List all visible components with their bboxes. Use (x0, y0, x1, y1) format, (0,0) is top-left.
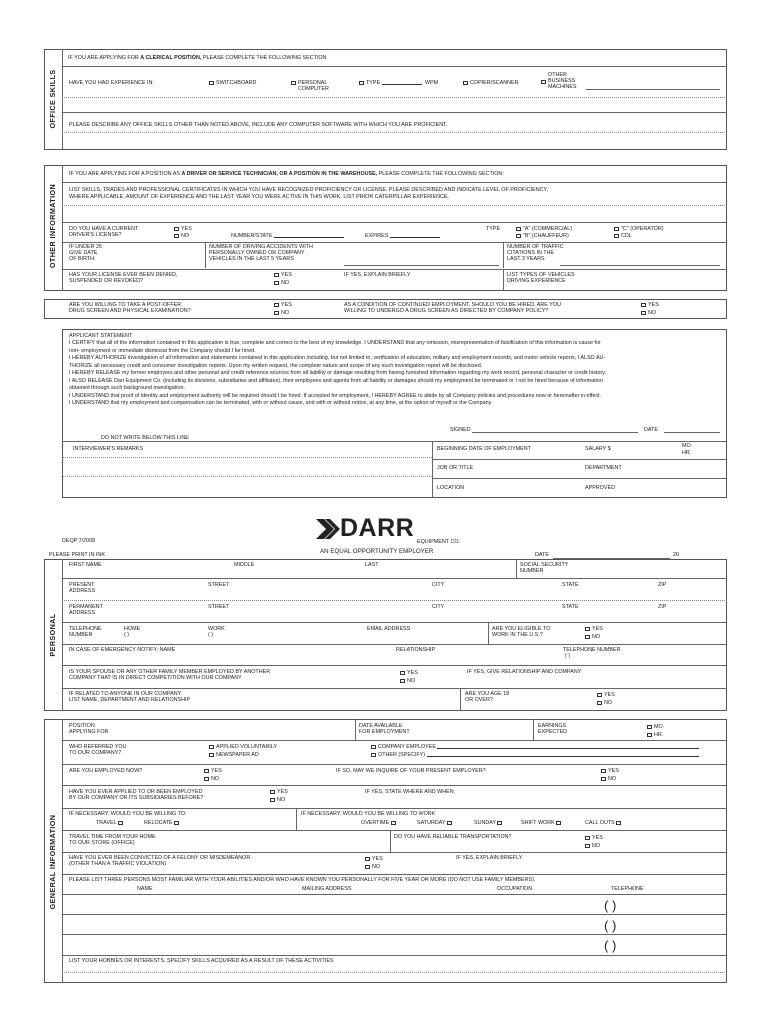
employed-now-question: ARE YOU EMPLOYED NOW? (69, 768, 143, 774)
statement-line: THORIZE all necessary credit and consumer investigation reports. Upon my written request, the complete nature and scope of any such investigation report will be disclosed. (69, 362, 483, 369)
work-phone-label: WORK ( ) (208, 626, 225, 639)
general-information-section (44, 719, 727, 983)
present-state-label: STATE (562, 582, 579, 588)
email-label: EMAIL ADDRESS (367, 626, 411, 632)
felony-question: HAVE YOU EVER BEEN CONVICTED OF A FELONY OR MISDEMEANOR (OTHER THAN A TRAFFIC VIOLATION) (69, 855, 251, 868)
type-c-option[interactable]: "C" (OPERATOR) (614, 226, 664, 232)
spouse-no[interactable]: NO (400, 678, 415, 684)
spouse-yes[interactable]: YES (400, 670, 418, 676)
expires-label: EXPIRES (365, 233, 440, 239)
logo-subtitle: EQUIPMENT CO. (417, 539, 461, 545)
under25-label: IF UNDER 25 GIVE DATE OF BIRTH: (69, 244, 102, 263)
travel-time-question: TRAVEL TIME FROM YOUR HOME TO OUR STORE (OFFICE) (69, 834, 156, 847)
skills-text-2: WHERE APPLICABLE, AMOUNT OF EXPERIENCE AND THE LAST YEAR YOU WERE ACTIVE IN THIS WORK. LIST PRIOR CATERPILLAR EXPERIENCE. (69, 194, 449, 200)
earnings-hr[interactable]: HR. (647, 732, 663, 738)
relationship-label: RELATIONSHIP (396, 647, 436, 653)
statement-line: I UNDERSTAND that proof of identity and employment authority will be required should I be hired. If accepted for employment, I HEREBY AGREE to abide by all Company policies and procedures now or hereinafter in effect. (69, 392, 602, 399)
postoffer-question: ARE YOU WILLING TO TAKE A POST-OFFER DRUG SCREEN AND PHYSICAL EXAMINATION? (69, 302, 191, 315)
other-information-side-label: OTHER INFORMATION (47, 183, 57, 269)
applied-before-no[interactable]: NO (270, 797, 285, 803)
felony-explain: IF YES, EXPLAIN BRIEFLY (456, 855, 523, 861)
date-available-label: DATE AVAILABLE FOR EMPLOYMENT (359, 723, 410, 736)
permanent-state-label: STATE (562, 604, 579, 610)
approved-label: APPROVED (585, 485, 615, 491)
newspaper-option[interactable]: NEWSPAPER AD (209, 752, 259, 758)
present-city-label: CITY (432, 582, 445, 588)
statement-title: APPLICANT STATEMENT (69, 333, 133, 339)
denied-explain: IF YES, EXPLAIN BRIEFLY (344, 272, 411, 278)
office-intro: IF YOU ARE APPLYING FOR A CLERICAL POSITION, PLEASE COMPLETE THE FOLLOWING SECTION (68, 55, 327, 61)
job-title-label: JOB OR TITLE (437, 465, 474, 471)
ref-phone-3: ( ) (604, 938, 617, 953)
begin-date-label: BEGINNING DATE OF EMPLOYMENT (437, 446, 531, 452)
skills-text-1: LIST SKILLS, TRADES AND PROFESSIONAL CERTIFICATES IN WHICH YOU HAVE RECOGNIZED PROFICIENCY OR LICENSE. PLEASE DESCRIBED AND INDICATE LEVEL OF PROFICIENCY, (69, 187, 548, 193)
age-yes[interactable]: YES (597, 692, 615, 698)
statement-line: I HEREBY RELEASE my former employers and other personal and credit reference sources from all liability or damage resulting from having furnished information regarding my work record, personal character or credit history. (69, 370, 607, 376)
travel-option[interactable]: TRAVEL (96, 820, 125, 826)
office-skills-side-label: OFFICE SKILLS (47, 69, 57, 129)
type-b-option[interactable]: "B" (CHAUFFEUR) (516, 233, 569, 239)
other-intro: IF YOU ARE APPLYING FOR A POSITION AS A DRIVER OR SERVICE TECHNICIAN, OR A POSITION IN THE WAREHOUSE, PLEASE COMPLETE THE FOLLOWING SECTION: (69, 171, 504, 177)
denied-yes[interactable]: YES (274, 272, 292, 278)
cdl-option[interactable]: CDL (614, 233, 632, 239)
statement-line: obtained through such background investigation. (69, 385, 185, 391)
spouse-question: IS YOUR SPOUSE OR ANY OTHER FAMILY MEMBER EMPLOYED BY ANOTHER COMPANY THAT IS IN DIRECT COMPETITION WITH OUR COMPANY (69, 669, 271, 682)
type-option[interactable]: TYPE (359, 80, 422, 86)
references-instruction: PLEASE LIST THREE PERSONS MOST FAMILIAR WITH YOUR ABILITIES AND/OR WHO HAVE KNOWN YOU PERSONALLY FOR FIVE YEAR OR MORE (DO NOT USE FAMILY MEMBERS). (69, 877, 536, 883)
mo-label: MO. (682, 443, 693, 449)
license-no[interactable]: NO (174, 233, 189, 239)
personal-side-label: PERSONAL (47, 613, 57, 657)
form-code: DEQP 7/2008 (62, 538, 96, 544)
ref-phone-2: ( ) (604, 918, 617, 933)
emergency-phone-label: TELEPHONE NUMBER ( ) (563, 647, 621, 660)
spouse-relationship-label: IF YES, GIVE RELATIONSHIP AND COMPANY (467, 669, 582, 675)
inquire-yes[interactable]: YES (601, 768, 619, 774)
company-employee-option[interactable]: COMPANY EMPLOYEE (371, 744, 699, 750)
denied-question: HAS YOUR LICENSE EVER BEEN DENIED, SUSPENDED OR REVOKED? (69, 272, 178, 285)
last-label: LAST (365, 562, 379, 568)
ref-col-telephone: TELEPHONE (611, 886, 644, 892)
age-question: ARE YOU AGE 18 OR OVER? (465, 691, 510, 704)
present-address-label: PRESENT ADDRESS (69, 582, 96, 595)
statement-line: I ALSO RELEASE Darr Equipment Co. (including its divisions, subsidiaries and affiliates), their employees and agents from all liability or damages should my employment be terminated or I not be hired because of information (69, 377, 603, 384)
location-label: LOCATION (437, 485, 465, 491)
office-skills-section (44, 49, 727, 150)
statement-line: non- employment or immediate dismissal from the Company should I be hired. (69, 347, 256, 354)
emergency-label: IN CASE OF EMERGENCY NOTIFY: NAME (69, 647, 176, 653)
home-phone-label: HOME ( ) (124, 626, 141, 639)
statement-line: I HEREBY AUTHORIZE investigation of all information and statements contained in this application including, but not limited to, verification of education, military and employment records, and motor vehicle reports, I ALSO AU- (69, 355, 606, 361)
felony-no[interactable]: NO (365, 864, 380, 870)
transport-question: DO YOU HAVE RELIABLE TRANSPORTATION? (394, 834, 512, 840)
transport-yes[interactable]: YES (585, 835, 603, 841)
general-information-side-label: GENERAL INFORMATION (47, 814, 57, 910)
other-specify-option[interactable]: OTHER (SPECIFY) (371, 752, 699, 758)
ssn-label: SOCIAL SECURITY NUMBER (520, 562, 569, 575)
type-a-option[interactable]: "A" (COMMERCIAL) (516, 226, 572, 232)
license-question: DO YOU HAVE A CURRENT DRIVER'S LICENSE? (69, 226, 139, 239)
postoffer-no[interactable]: NO (274, 310, 289, 316)
darr-logo (316, 514, 461, 547)
hr-label: HR. (682, 450, 692, 456)
age-no[interactable]: NO (597, 700, 612, 706)
date-label: DATE (644, 427, 658, 433)
signed-label: SIGNED (450, 427, 471, 433)
sunday-option[interactable]: SUNDAY (474, 820, 504, 826)
salary-label: SALARY $ (585, 446, 611, 452)
personal-computer-option[interactable]: PERSONAL COMPUTER (291, 80, 338, 92)
interviewer-remarks-label: INTERVIEWER'S REMARKS (73, 446, 144, 452)
relocate-option[interactable]: RELOCATE (144, 820, 181, 826)
earnings-label: EARNINGS EXPECTED (538, 723, 568, 736)
saturday-option[interactable]: SATURDAY (417, 820, 454, 826)
postoffer-yes[interactable]: YES (274, 302, 292, 308)
eoe-label: AN EQUAL OPPORTUNITY EMPLOYER (320, 548, 434, 555)
office-describe: PLEASE DESCRIBE ANY OFFICE SKILLS OTHER THAN NOTED ABOVE, INCLUDE ANY COMPUTER SOFTWARE WITH WHICH YOU ARE PROFICIENT. (69, 122, 448, 128)
copier-option[interactable]: COPIER/SCANNER (463, 80, 519, 86)
transport-no[interactable]: NO (585, 843, 600, 849)
hobbies-label: LIST YOUR HOBBIES OR INTERESTS. SPECIFY SKILLS ACQUIRED AS A RESULT OF THESE ACTIVITIES (69, 958, 334, 964)
callouts-option[interactable]: CALL OUTS (585, 820, 623, 826)
first-name-label: FIRST NAME (69, 562, 102, 568)
shift-work-option[interactable]: SHIFT WORK (521, 820, 563, 826)
ref-col-address: MAILING ADDRESS (302, 886, 352, 892)
ref-col-occupation: OCCUPATION (497, 886, 533, 892)
where-when-label: IF YES, STATE WHERE AND WHEN (365, 789, 454, 795)
permanent-street-label: STREET (208, 604, 230, 610)
employed-yes[interactable]: YES (204, 768, 222, 774)
darr-chevron-icon (316, 519, 340, 539)
permanent-address-label: PERMANENT ADDRESS (69, 604, 103, 617)
citations-label: NUMBER OF TRAFFIC CITATIONS IN THE LAST 3 YEARS (507, 244, 564, 263)
overtime-option[interactable]: OVERTIME (361, 820, 398, 826)
telephone-label: TELEPHONE NUMBER (69, 626, 102, 639)
switchboard-option[interactable]: SWITCHBOARD (209, 80, 256, 86)
permanent-city-label: CITY (432, 604, 445, 610)
applied-before-question: HAVE YOU EVER APPLIED TO OR BEEN EMPLOYED BY OUR COMPANY OR ITS SUBSIDIARIES BEFORE? (69, 789, 204, 802)
do-not-write: DO NOT WRITE BELOW THIS LINE (101, 435, 189, 441)
eligible-question: ARE YOU ELIGIBLE TO WORK IN THE U.S.? (492, 626, 551, 639)
accidents-label: NUMBER OF DRIVING ACCIDENTS WITH PERSONALLY OWNED OR COMPANY VEHICLES IN THE LAST 5 YEARS (209, 244, 313, 263)
experience-label: HAVE YOU HAD EXPERIENCE IN: (69, 80, 154, 86)
condition-question: AS A CONDITION OF CONTINUED EMPLOYMENT, SHOULD YOU BE HIRED, ARE YOU WILLING TO UNDERGO A DRUG SCREEN AS DIRECTED BY COMPANY POLICY? (344, 302, 561, 315)
header-date-label: DATE (535, 552, 549, 558)
eligible-no[interactable]: NO (585, 634, 600, 640)
print-in-ink: PLEASE PRINT IN INK (49, 552, 105, 558)
willing-to-label: IF NECESSARY, WOULD YOU BE WILLING TO: (69, 811, 187, 817)
felony-yes[interactable]: YES (365, 856, 383, 862)
earnings-mo[interactable]: MO. (647, 724, 664, 730)
header-year: 20 (673, 552, 679, 558)
vehicles-label: LIST TYPES OF VEHICLES DRIVING EXPERIENCE (507, 272, 575, 285)
employed-no[interactable]: NO (204, 776, 219, 782)
inquire-no[interactable]: NO (601, 776, 616, 782)
permanent-zip-label: ZIP (658, 604, 667, 610)
present-street-label: STREET (208, 582, 230, 588)
department-label: DEPARTMENT (585, 465, 622, 471)
denied-no[interactable]: NO (274, 280, 289, 286)
applied-voluntarily-option[interactable]: APPLIED VOLUNTARILY (209, 744, 277, 750)
eligible-yes[interactable]: YES (585, 626, 603, 632)
related-question: IF RELATED TO ANYONE IN OUR COMPANY LIST NAME, DEPARTMENT AND RELATIONSHIP (69, 691, 191, 704)
applied-before-yes[interactable]: YES (270, 789, 288, 795)
wpm-label: WPM (425, 80, 439, 86)
position-label: POSITION APPLYING FOR (69, 723, 109, 736)
license-yes[interactable]: YES (174, 226, 192, 232)
inquire-question: IF SO, MAY WE INQUIRE OF YOUR PRESENT EMPLOYER? (336, 768, 486, 774)
ref-col-name: NAME (137, 886, 153, 892)
condition-yes[interactable]: YES (641, 302, 659, 308)
statement-line: I CERTIFY that all of the information contained in this application is true, complete and correct to the best of my knowledge. I UNDERSTAND that any omission, misrepresentation of falsification of this information is cause for (69, 340, 601, 346)
middle-label: MIDDLE (234, 562, 255, 568)
willing-work-label: IF NECESSARY, WOULD YOU BE WILLING TO WORK (301, 811, 436, 817)
number-state-label: NUMBER/STATE (231, 233, 344, 239)
logo-name: DARR (340, 514, 415, 542)
condition-no[interactable]: NO (641, 310, 656, 316)
referred-question: WHO REFERRED YOU TO OUR COMPANY? (69, 744, 127, 757)
statement-line: I UNDERSTAND that my employment and compensation can be terminated, with or without cause, and with or without notice, at any time, at the option of myself or the Company. (69, 400, 493, 406)
other-business-option[interactable]: OTHER BUSINESS MACHINES (541, 72, 582, 91)
ref-phone-1: ( ) (604, 898, 617, 913)
present-zip-label: ZIP (658, 582, 667, 588)
license-type-label: TYPE (486, 226, 501, 232)
